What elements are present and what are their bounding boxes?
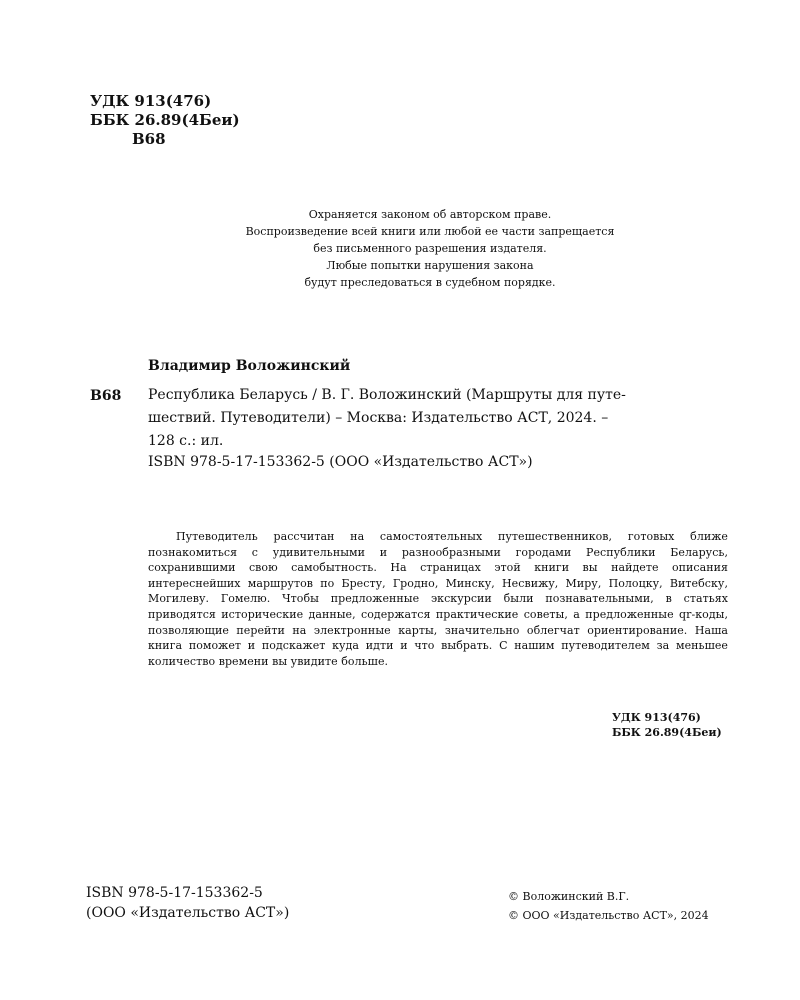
copyright-publisher: © ООО «Издательство АСТ», 2024 bbox=[508, 909, 709, 922]
biblio-line: шествий. Путеводители) – Москва: Издательство АСТ, 2024. – bbox=[148, 410, 609, 426]
copyright-author: © Воложинский В.Г. bbox=[508, 890, 630, 903]
biblio-author-mark: В68 bbox=[90, 388, 122, 404]
biblio-isbn: ISBN 978-5-17-153362-5 (ООО «Издательство АСТ») bbox=[148, 454, 533, 470]
isbn-block bbox=[86, 883, 289, 923]
author-mark-code: В68 bbox=[132, 130, 166, 148]
biblio-line: Республика Беларусь / В. Г. Воложинский (Маршруты для путе- bbox=[148, 387, 626, 403]
author-heading: Владимир Воложинский bbox=[148, 358, 351, 374]
classification-bottom bbox=[612, 710, 722, 740]
copyright-notice bbox=[200, 206, 660, 291]
notice-line: Любые попытки нарушения закона bbox=[326, 259, 534, 272]
bbk-code: ББК 26.89(4Беи) bbox=[612, 726, 722, 739]
classification-top bbox=[90, 92, 240, 149]
notice-line: Охраняется законом об авторском праве. bbox=[308, 208, 552, 221]
bibliographic-description bbox=[148, 384, 708, 453]
notice-line: Воспроизведение всей книги или любой ее части запрещается bbox=[245, 225, 615, 238]
udk-code: УДК 913(476) bbox=[90, 92, 212, 110]
isbn-number: ISBN 978-5-17-153362-5 bbox=[86, 885, 263, 901]
udk-code: УДК 913(476) bbox=[612, 711, 701, 724]
copyright-block bbox=[508, 887, 709, 925]
notice-line: без письменного разрешения издателя. bbox=[313, 242, 547, 255]
annotation-paragraph: Путеводитель рассчитан на самостоятельных путешественников, готовых ближе познакомиться с удивительными и разнообразными городами Республики Беларусь, сохранившими свою самобытность. На страницах этой книги вы найдете описания интереснейших маршрутов по Бресту, Гродно, Минску, Несвижу, Миру, Полоцку, Витебску, Могилеву. Гомелю. Чтобы предложенные экскурсии были познавательными, в статьях приводятся исторические данные, содержатся практические советы, а предложенные qr-коды, позволяющие перейти на электронные карты, значительно облегчат ориентирование. Наша книга поможет и подскажет куда идти и что выбрать. С нашим путеводителем за меньшее количество времени вы увидите больше. bbox=[148, 530, 728, 668]
isbn-publisher: (ООО «Издательство АСТ») bbox=[86, 905, 290, 921]
notice-line: будут преследоваться в судебном порядке. bbox=[304, 276, 556, 289]
biblio-line: 128 с.: ил. bbox=[148, 433, 224, 449]
bbk-code: ББК 26.89(4Беи) bbox=[90, 111, 240, 129]
